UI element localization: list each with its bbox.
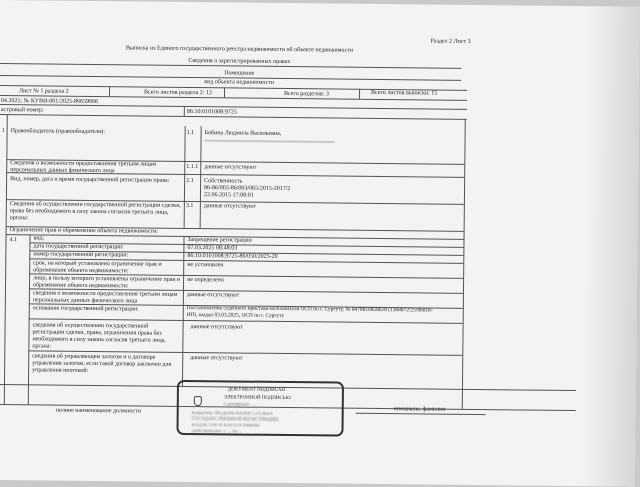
restriction-kind-value: Запрещение регистрации: [187, 236, 252, 244]
beneficiary-value: не определено: [187, 276, 224, 284]
total-sections: Всего разделов: 3: [284, 90, 329, 98]
third-party-label: Сведения о возможности предоставления третьим лицам персональных данных физического лица: [10, 160, 157, 175]
third-party-value: данные отсутствуют: [204, 164, 257, 171]
owner-value: Бобина Людмила Васильевна,: [204, 130, 282, 137]
deal-consent-label: сведения об осуществлении государственной регистрации сделки, права, ограничения права без необходимого в силу закона согласия третьего лица, органа:: [32, 322, 166, 350]
deal-value: данные отсутствуют: [203, 203, 257, 210]
restriction-kind-label: вид:: [33, 235, 45, 242]
restriction-number: 4.1: [9, 237, 18, 244]
personal-data-value: данные отсутствуют: [186, 291, 240, 299]
deal-consent-value: данные отсутствуют: [190, 324, 243, 331]
basis-label: основание государственной регистрации:: [32, 305, 139, 313]
right-value-date: 22.06.2015 17:08:01: [203, 192, 254, 199]
third-party-index: 1.1.1: [186, 163, 199, 171]
basis-value-line1: Постановление судебного пристава-исполнителя ОСП по г. Сургуту, № 8478810858618 (1368072/25/86018-: [186, 304, 433, 314]
total-sheets-extract: Всего листов выписки: 15: [371, 89, 438, 97]
pledge-manager-value: данные отсутствуют: [190, 355, 243, 362]
row-number: 1: [1, 128, 5, 135]
page-info: Раздел 2 Лист 3: [430, 38, 471, 45]
owner-index: 1.1: [186, 129, 195, 137]
stamp-line-4: Владелец: ФЕДЕРАЛЬНАЯ СЛУЖБА: [191, 411, 273, 417]
footer-position-caption: полное наименование должности: [55, 407, 142, 415]
stamp-line-5: ГОСУДАРСТВЕННОЙ РЕГИСТРАЦИИ,: [191, 417, 280, 423]
beneficiary-label: лицо, в пользу которого установлены ограничение прав и обременение объекта недвижимости:: [32, 275, 180, 290]
right-index: 2.1: [186, 177, 194, 185]
cadastral-value: 86:10:0101008:9725: [186, 108, 237, 116]
owner-label: Правообладатель (правообладатели):: [10, 128, 106, 136]
stamp-line-6: КАДАСТРА И КАРТОГРАФИИ: [191, 423, 260, 429]
registration-number-label: номер государственной регистрации:: [33, 251, 129, 259]
scan-edge-shadow: [581, 6, 640, 487]
stamp-line-7: Действителен: с ... по ...: [191, 429, 243, 435]
sheet-number: Лист № 1 раздела 2: [19, 88, 69, 95]
stamp-line-1: ДОКУМЕНТ ПОДПИСАН: [227, 387, 286, 394]
right-label: Вид, номер, дата и время государственной регистрации права:: [10, 176, 170, 184]
registration-date-label: дата государственной регистрации:: [33, 243, 124, 251]
stamp-line-3: Сертификат: ...: [223, 402, 256, 408]
emblem-icon: [194, 396, 202, 406]
restrictions-header: Ограничение прав и обременение объекта недвижимости:: [9, 227, 159, 235]
registration-number-value: 86:10:0101008:9725-86/050/2025-20: [187, 252, 278, 260]
total-sheets-section: Всего листов раздела 2: 12: [144, 89, 212, 97]
pledge-manager-label: сведения об управляющем залогом и о договоре управления залогом, если такой договор заключен для управления ипотекой:: [32, 353, 172, 374]
deal-label: Сведения об осуществлении государственной регистрации сделки, права без необходимого в силу закона согласия третьего лица, органа:: [9, 201, 181, 222]
footer-name-caption: инициалы, фамилия: [393, 406, 446, 413]
personal-data-label: сведения о возможности предоставления третьим лицам персональных данных физического лица: [32, 290, 178, 305]
right-value-type: Собственность: [204, 178, 243, 185]
document-subtitle: Сведения о зарегистрированных правах: [188, 57, 291, 66]
right-value-number: 86-86/003-86/003/065/2015-2017/2: [204, 185, 291, 193]
term-label: срок, на который установлено ограничение прав и обременение объекта недвижимости:: [33, 260, 162, 275]
term-value: не установлен: [187, 261, 224, 269]
document-title: Выписка из Единого государственного реестра недвижимости об объекте недвижимости: [125, 45, 354, 54]
basis-value-line2: ИП), выдан 03.03.2025, ОСП по г. Сургуту: [186, 311, 285, 319]
redacted-text: [205, 138, 335, 144]
object-kind-caption: вид объекта недвижимости: [204, 79, 275, 86]
registration-date-value: 07.03.2025 08:48:03: [187, 244, 238, 252]
cadastral-label: астровый номер:: [0, 107, 44, 114]
stamp-line-2: ЭЛЕКТРОННОЙ ПОДПИСЬЮ: [223, 395, 291, 402]
date-number: 04.2025; № КУВИ-001/2025-86659666: [0, 98, 98, 106]
object-name: Помещение: [224, 70, 255, 77]
deal-index: 3.1: [185, 202, 194, 210]
